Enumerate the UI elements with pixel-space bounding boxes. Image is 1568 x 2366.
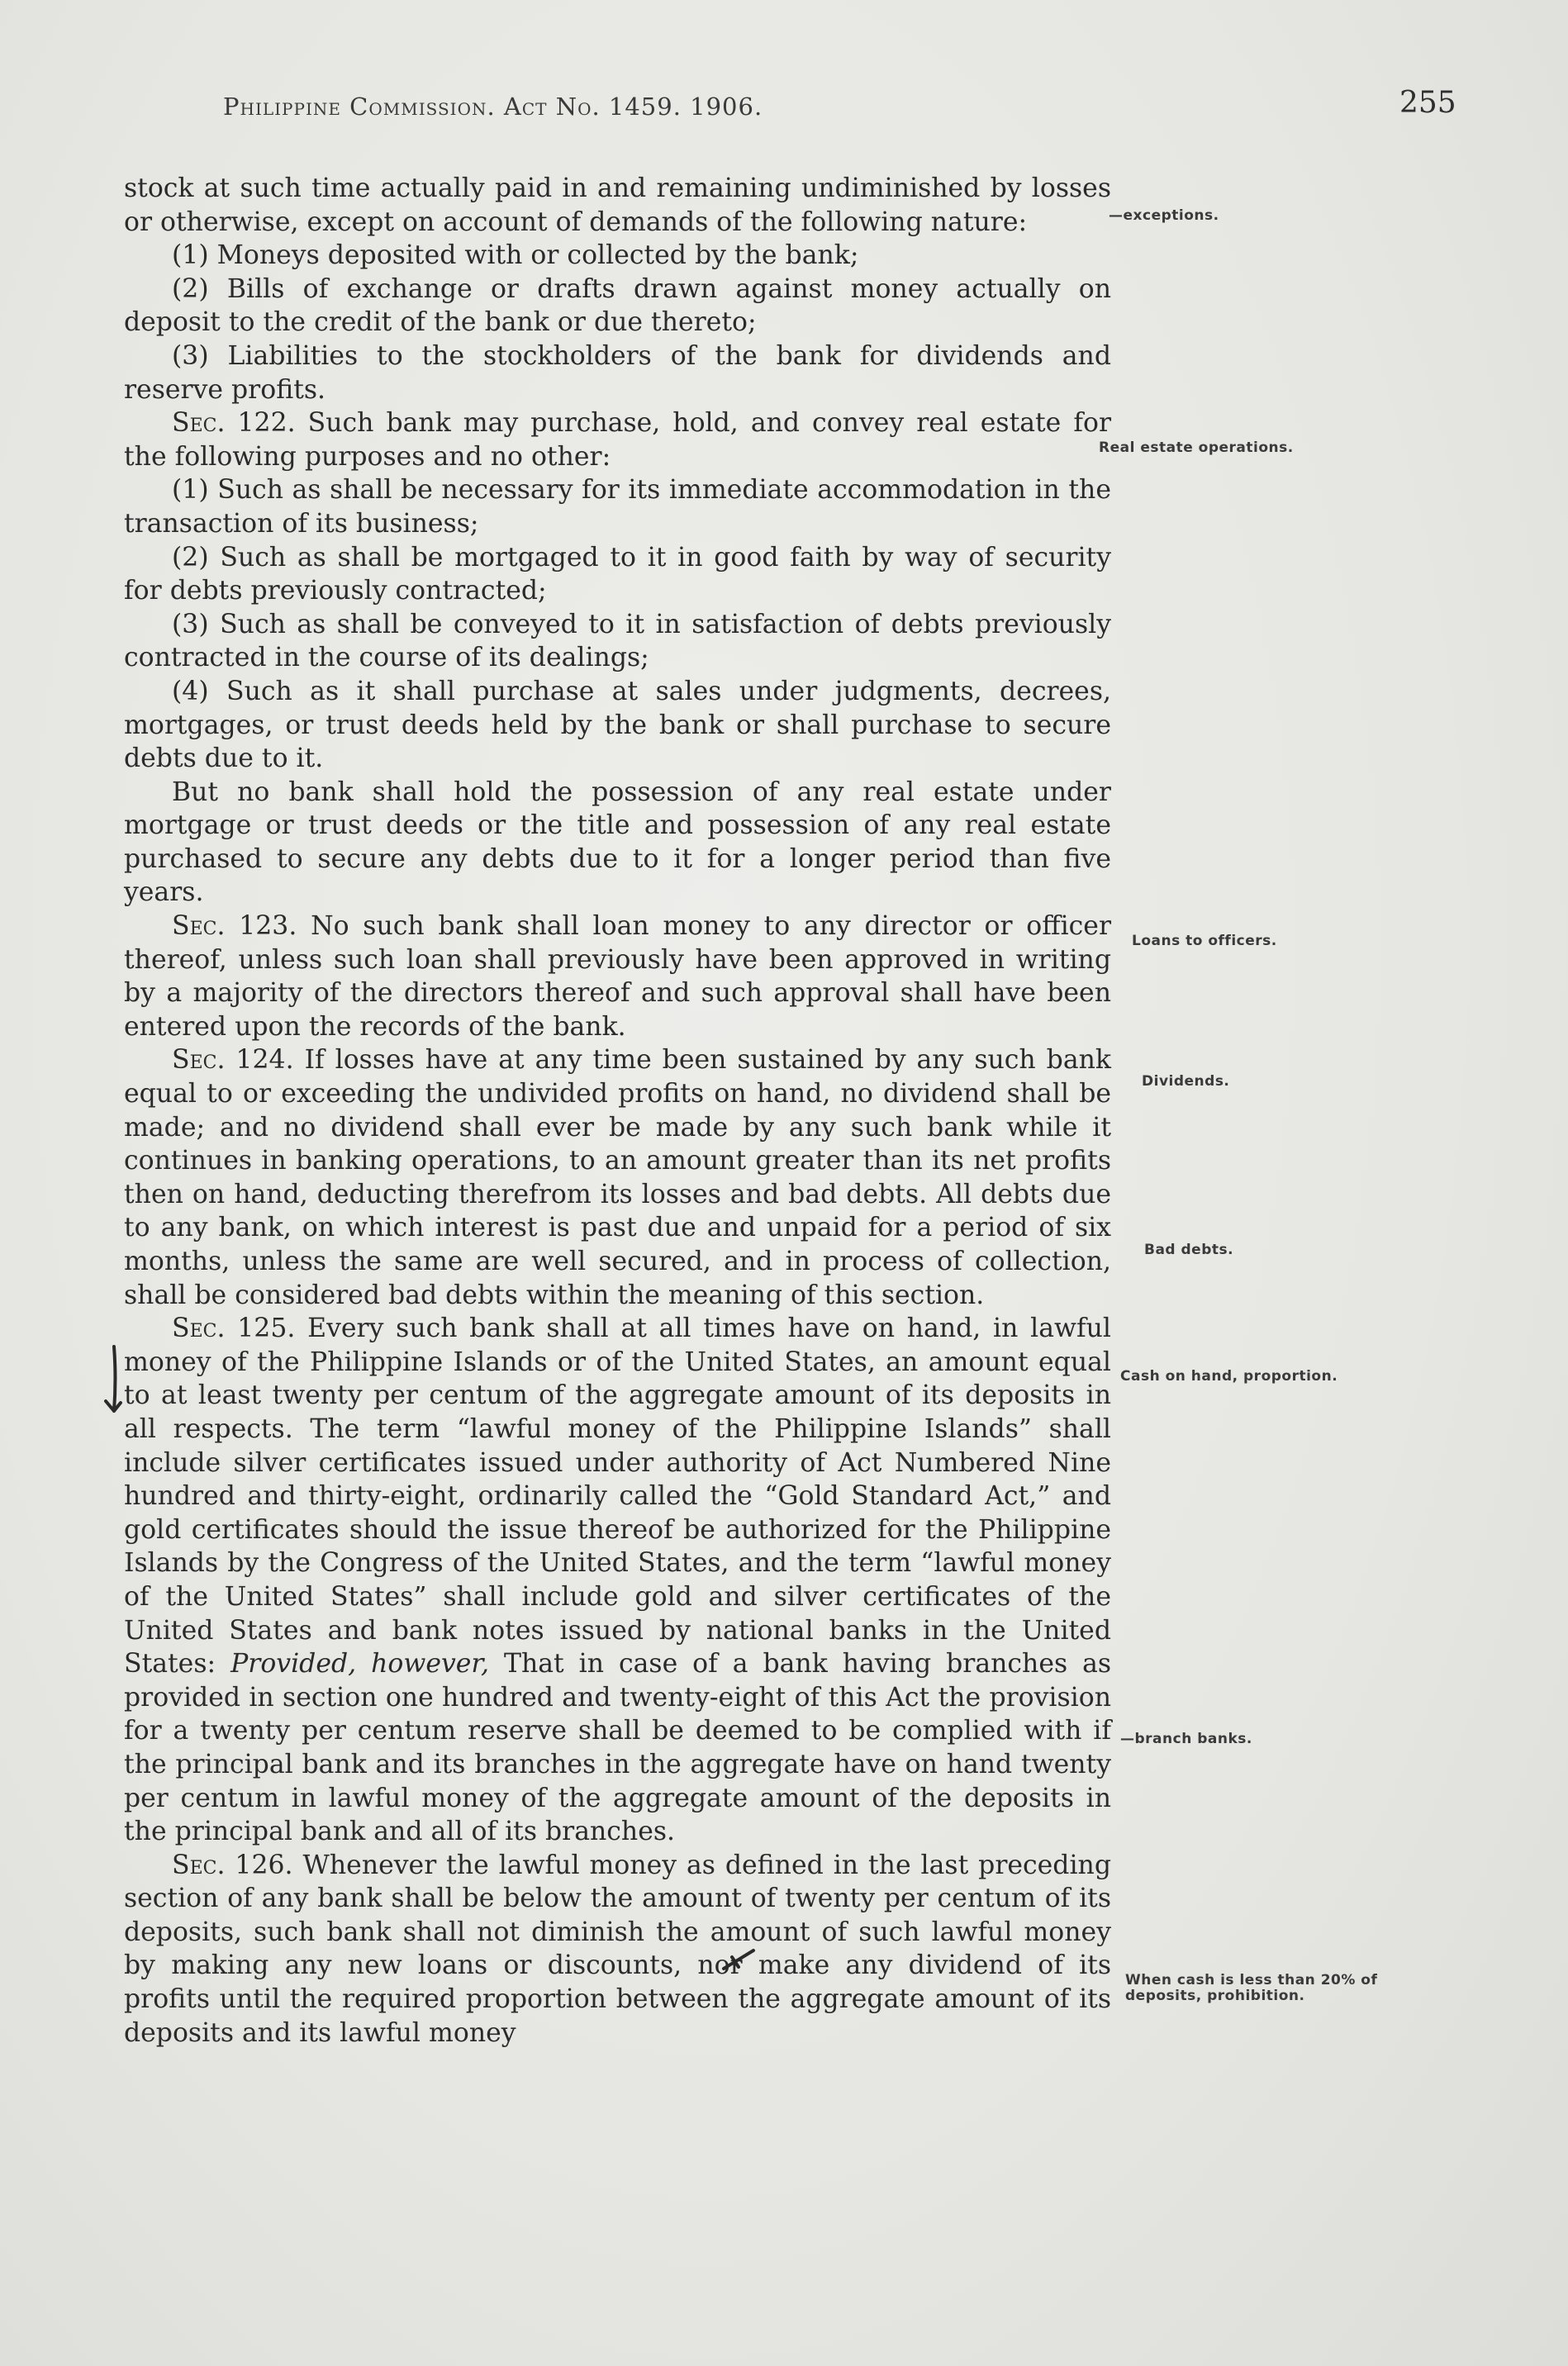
- section-label: Sec. 123.: [172, 911, 297, 942]
- section-text: No such bank shall loan money to any director or officer thereof, unless such loan shall previously have been approved in writing by a majority of the directors thereof and such approval shall have been entered upon the records of the bank.: [124, 911, 1112, 1042]
- section-text: Whenever the lawful money as defined in the last preceding section of any bank shall be below the amount of twenty per centum of its deposits, such bank shall not diminish the amount of such lawful money by making any new loans or discounts, nor make any dividend of its profits until the required proportion between the aggregate amount of its deposits and its lawful money: [124, 1850, 1112, 2048]
- section-text: If losses have at any time been sustained by any such bank equal to or exceeding the undivided profits on hand, no dividend shall be made; and no dividend shall ever be made by any such bank while it continues in banking operations, to an amount greater than its net profits then on hand, deducting therefrom its losses and bad debts. All debts due to any bank, on which interest is past due and unpaid for a period of six months, unless the same are well secured, and in process of collection, shall be considered bad debts within the meaning of this section.: [124, 1045, 1111, 1310]
- section-text: That in case of a bank having branches as provided in section one hundred and twenty-eight of this Act the provision for a twenty per centum reserve shall be deemed to be complied with if the principal bank and its branches in the aggregate have on hand twenty per centum in lawful money of the aggregate amount of the deposits in the principal bank and all of its branches.: [124, 1649, 1112, 1847]
- section-123: [124, 910, 1111, 1043]
- section-124: [124, 1043, 1111, 1312]
- paragraph: (2) Bills of exchange or drafts drawn against money actually on deposit to the credit of the bank or due thereto;: [124, 273, 1111, 338]
- sidenote-real-estate: Real estate operations.: [1099, 439, 1294, 456]
- section-label: Sec. 126.: [172, 1850, 293, 1880]
- paragraph: (2) Such as shall be mortgaged to it in good faith by way of security for debts previously contracted;: [124, 542, 1111, 606]
- sidenote-dividends: Dividends.: [1142, 1073, 1230, 1090]
- section-text: Every such bank shall at all times have on hand, in lawful money of the Philippine Islands or of the United States, an amount equal to at least twenty per centum of the aggregate amount of its deposits in all respects. The term “lawful money of the Philippine Islands” shall include silver certificates issued under authority of Act Numbered Nine hundred and thirty-eight, ordinarily called the “Gold Standard Act,” and gold certificates should the issue thereof be authorized for the Philippine Islands by the Congress of the United States, and the term “lawful money of the United States” shall include gold and silver certificates of the United States and bank notes issued by national banks in the United States:: [124, 1314, 1111, 1679]
- paragraph: (3) Such as shall be conveyed to it in satisfaction of debts previously contracted in the course of its dealings;: [124, 609, 1111, 673]
- sidenote-loans: Loans to officers.: [1132, 933, 1277, 949]
- section-122: [124, 406, 1111, 473]
- body-text: [124, 172, 1111, 2050]
- page-number: 255: [1399, 86, 1456, 120]
- handwritten-bracket-mark: [96, 1343, 129, 1418]
- paragraph: (1) Such as shall be necessary for its immediate accommodation in the transaction of its business;: [124, 475, 1111, 539]
- section-125: [124, 1312, 1111, 1849]
- section-126: [124, 1849, 1111, 2050]
- paragraph: (4) Such as it shall purchase at sales under judgments, decrees, mortgages, or trust deeds held by the bank or shall purchase to secure debts due to it.: [124, 676, 1111, 774]
- sidenote-exceptions: —exceptions.: [1109, 207, 1219, 224]
- sidenote-bad-debts: Bad debts.: [1144, 1242, 1234, 1258]
- proviso-text: Provided, however,: [230, 1649, 490, 1679]
- sidenote-when-cash: When cash is less than 20% of deposits, prohibition.: [1125, 1972, 1378, 2004]
- paragraph: (1) Moneys deposited with or collected by the bank;: [172, 240, 859, 271]
- section-label: Sec. 124.: [172, 1045, 294, 1076]
- paragraph: (3) Liabilities to the stockholders of the bank for dividends and reserve profits.: [124, 340, 1111, 405]
- section-label: Sec. 122.: [172, 408, 296, 439]
- paragraph: stock at such time actually paid in and remaining undiminished by losses or otherwise, except on account of demands of the following nature:: [124, 173, 1111, 237]
- running-head: Philippine Commission. Act No. 1459. 1906.: [223, 93, 763, 121]
- sidenote-cash-on-hand: Cash on hand, proportion.: [1120, 1368, 1338, 1385]
- handwritten-check-mark: [720, 1946, 758, 1974]
- paragraph: But no bank shall hold the possession of any real estate under mortgage or trust deeds or the title and possession of any real estate purchased to secure any debts due to it for a longer period than five years.: [124, 777, 1111, 908]
- section-text: Such bank may purchase, hold, and convey real estate for the following purposes and no other:: [124, 408, 1112, 472]
- sidenote-branch-banks: —branch banks.: [1120, 1731, 1252, 1747]
- section-label: Sec. 125.: [172, 1314, 296, 1344]
